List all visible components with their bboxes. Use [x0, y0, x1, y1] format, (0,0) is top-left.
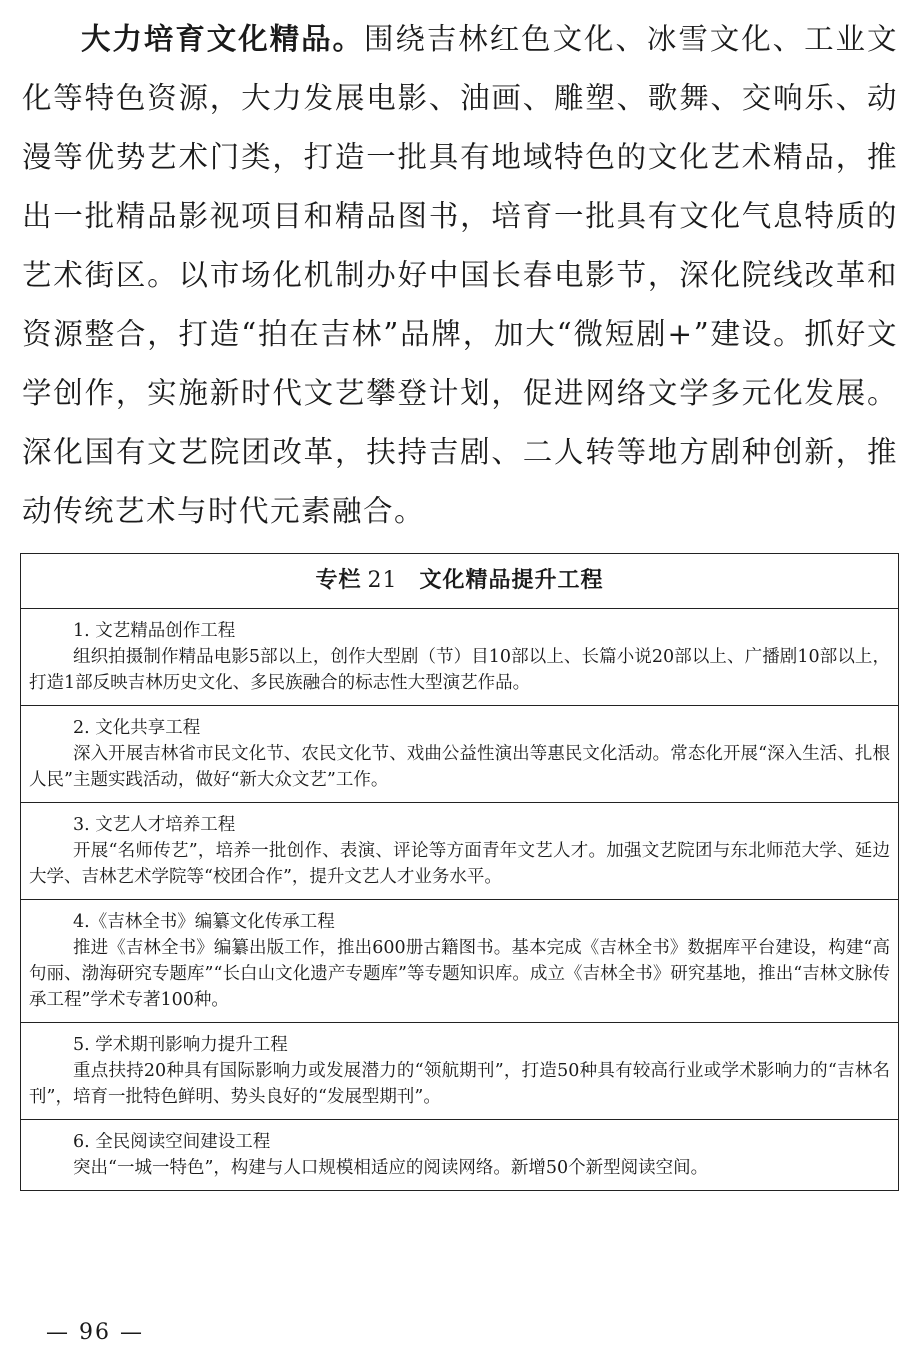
item-title: 1. 文艺精品创作工程	[73, 621, 236, 641]
column-box-title	[21, 554, 898, 609]
item-body: 组织拍摄制作精品电影5部以上，创作大型剧（节）目10部以上、长篇小说20部以上、广播剧10部以上，打造1部反映吉林历史文化、多民族融合的标志性大型演艺作品。	[29, 647, 890, 693]
item-title: 4.《吉林全书》编纂文化传承工程	[73, 912, 335, 932]
item-body: 重点扶持20种具有国际影响力或发展潜力的“领航期刊”，打造50种具有较高行业或学术影响力的“吉林名刊”，培育一批特色鲜明、势头良好的“发展型期刊”。	[29, 1061, 890, 1107]
column-item	[21, 1120, 898, 1190]
paragraph-lead: 大力培育文化精品。	[81, 22, 364, 56]
column-item	[21, 803, 898, 900]
column-item	[21, 609, 898, 706]
column-box	[20, 553, 899, 1191]
page-number: — 96 —	[46, 1320, 144, 1345]
column-item	[21, 706, 898, 803]
column-item	[21, 1023, 898, 1120]
item-body: 开展“名师传艺”，培养一批创作、表演、评论等方面青年文艺人才。加强文艺院团与东北师范大学、延边大学、吉林艺术学院等“校团合作”，提升文艺人才业务水平。	[29, 841, 890, 887]
body-paragraph	[22, 10, 898, 541]
item-title: 2. 文化共享工程	[73, 718, 201, 738]
item-title: 3. 文艺人才培养工程	[73, 815, 236, 835]
item-title: 5. 学术期刊影响力提升工程	[73, 1035, 288, 1055]
column-number: 21	[367, 568, 398, 593]
item-body: 推进《吉林全书》编纂出版工作，推出600册古籍图书。基本完成《吉林全书》数据库平台建设，构建“高句丽、渤海研究专题库”“长白山文化遗产专题库”等专题知识库。成立《吉林全书》研究基地，推出“吉林文脉传承工程”学术专著100种。	[29, 938, 890, 1010]
column-title: 文化精品提升工程	[419, 568, 604, 593]
column-item	[21, 900, 898, 1023]
paragraph-text: 围绕吉林红色文化、冰雪文化、工业文化等特色资源，大力发展电影、油画、雕塑、歌舞、交响乐、动漫等优势艺术门类，打造一批具有地域特色的文化艺术精品，推出一批精品影视项目和精品图书，培育一批具有文化气息特质的艺术街区。以市场化机制办好中国长春电影节，深化院线改革和资源整合，打造“拍在吉林”品牌，加大“微短剧+”建设。抓好文学创作，实施新时代文艺攀登计划，促进网络文学多元化发展。深化国有文艺院团改革，扶持吉剧、二人转等地方剧种创新，推动传统艺术与时代元素融合。	[22, 22, 898, 528]
item-body: 深入开展吉林省市民文化节、农民文化节、戏曲公益性演出等惠民文化活动。常态化开展“深入生活、扎根人民”主题实践活动，做好“新大众文艺”工作。	[29, 744, 890, 790]
item-body: 突出“一城一特色”，构建与人口规模相适应的阅读网络。新增50个新型阅读空间。	[73, 1158, 709, 1178]
item-title: 6. 全民阅读空间建设工程	[73, 1132, 271, 1152]
column-label: 专栏	[315, 568, 362, 593]
